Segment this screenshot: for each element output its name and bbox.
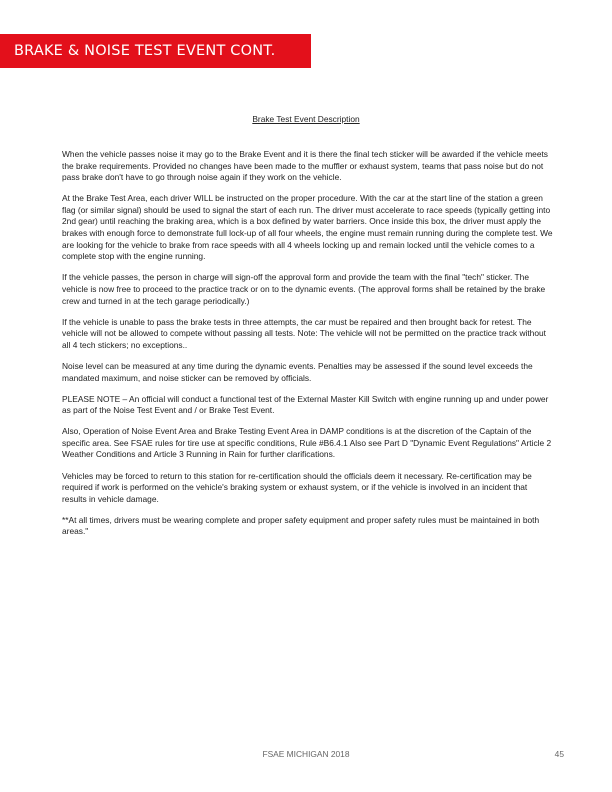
section-header-bar (0, 34, 311, 68)
section-header-title: BRAKE & NOISE TEST EVENT CONT. (14, 43, 276, 59)
paragraph: When the vehicle passes noise it may go to the Brake Event and it is there the final tech sticker will be awarded if the vehicle meets the brake requirements. Provided no changes have been made to the muffler or exhaust system, teams that pass noise but do not pass brake don't have to go through noise again if they work on the vehicle. (62, 149, 548, 183)
paragraph: Noise level can be measured at any time during the dynamic events. Penalties may be assessed if the sound level exceeds the mandated maximum, and noise sticker can be removed by officials. (62, 360, 533, 383)
paragraph: **At all times, drivers must be wearing complete and proper safety equipment and proper safety rules must be maintained in both areas." (62, 514, 540, 537)
paragraph: PLEASE NOTE – An official will conduct a functional test of the External Master Kill Switch with engine running up and under power as part of the Noise Test Event and / or Brake Test Event. (62, 393, 549, 416)
paragraph: Also, Operation of Noise Event Area and Brake Testing Event Area in DAMP conditions is at the discretion of the Captain of the specific area. See FSAE rules for tire use at specific conditions, Rule #B6.4.1 Also see Part D "Dynamic Event Regulations" Article 2 Weather Conditions and Article 3 Running in Rain for further clarifications. (62, 426, 552, 460)
paragraph: If the vehicle passes, the person in charge will sign-off the approval form and provide the team with the final "tech" sticker. The vehicle is now free to proceed to the practice track or on to the dynamic events. (The approval forms shall be retained by the brake crew and turned in at the tech garage periodically.) (62, 272, 546, 306)
document-body (62, 149, 554, 548)
footer-label: FSAE MICHIGAN 2018 (262, 749, 350, 759)
document-title: Brake Test Event Description (252, 114, 360, 124)
paragraph: If the vehicle is unable to pass the brake tests in three attempts, the car must be repaired and then brought back for retest. The vehicle will not be allowed to compete without passing all tests. Note: The vehicle will not be permitted on the practice track without all 4 tech stickers; no exceptions.. (62, 316, 546, 350)
paragraph: Vehicles may be forced to return to this station for re-certification should the officials deem it necessary. Re-certification may be required if work is performed on the vehicle's braking system or exhaust system, or if the vehicle is involved in an incident that results in vehicle damage. (62, 470, 532, 504)
page-number: 45 (554, 749, 564, 759)
paragraph: At the Brake Test Area, each driver WILL be instructed on the proper procedure. With the car at the start line of the station a green flag (or similar signal) should be used to signal the start of each run. The driver must accelerate to race speeds (typically getting into 2nd gear) until reaching the braking area, which is a box defined by water barriers. Once inside this box, the driver must apply the brakes with enough force to demonstrate full lock-up of all four wheels, the engine must remain running during the complete test. We are looking for the vehicle to brake from race speeds with all 4 wheels locking up and remain locked until the vehicle comes to a complete stop with the engine running. (62, 193, 553, 262)
